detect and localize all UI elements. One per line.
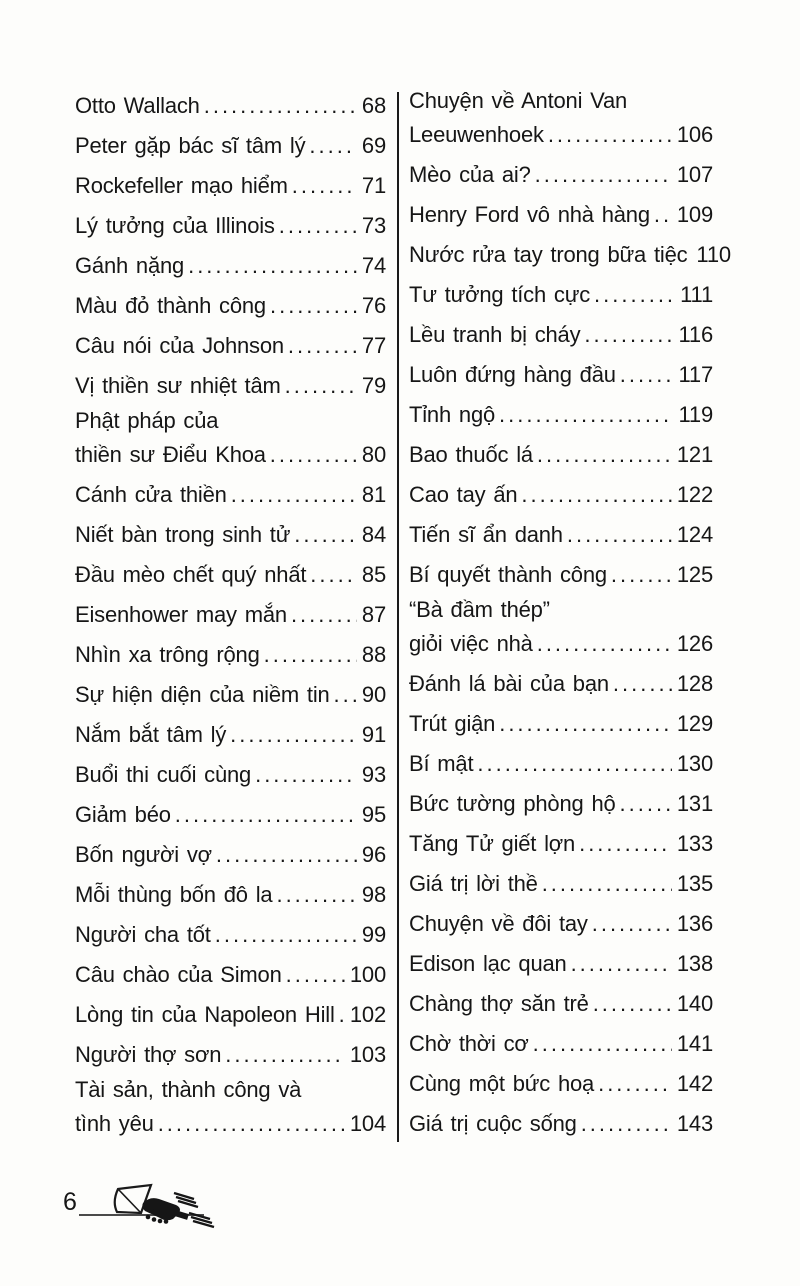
toc-entry-page-number: 129 [676,711,713,736]
toc-entry-page-number: 100 [349,962,386,987]
toc-entry-title: Đánh lá bài của bạn [409,671,609,696]
toc-entry-title-line: Chuyện về Antoni Van [409,88,628,113]
dot-leader [499,395,674,435]
toc-entry [75,1075,386,1144]
toc-entry [75,675,386,715]
dot-leader [276,875,356,915]
toc-entry-title: Nước rửa tay trong bữa tiệc [409,242,688,267]
toc-entry [409,704,713,744]
dot-leader [620,355,674,395]
toc-entry-title: Sự hiện diện của niềm tin [75,682,330,707]
hand-writing-pen-icon [88,1182,228,1230]
toc-entry-page-number: 81 [361,482,386,507]
toc-entry-title: Mèo của ai? [409,162,531,187]
toc-entry-extra-lines [409,86,713,115]
toc-entry-title: Câu chào của Simon [75,962,282,987]
page-number: 6 [63,1188,77,1216]
toc-entry-title: Peter gặp bác sĩ tâm lý [75,133,306,158]
dot-leader [231,475,357,515]
dot-leader [188,246,357,286]
toc-entry-extra-lines [409,595,713,624]
toc-entry-title: giỏi việc nhà [409,631,533,656]
toc-entry-page-number: 93 [361,762,386,787]
toc-entry-page-number: 119 [678,402,713,427]
toc-entry-title-line: Phật pháp của [75,408,219,433]
toc-entry-title: Cùng một bức hoạ [409,1071,595,1096]
toc-entry-title: Luôn đứng hàng đầu [409,362,616,387]
toc-entry [409,595,713,664]
dot-leader [158,1104,345,1144]
dot-leader [477,744,672,784]
toc-entry-title: Bức tường phòng hộ [409,791,616,816]
toc-entry-page-number: 138 [676,951,713,976]
toc-entry-title: Tỉnh ngộ [409,402,496,427]
toc-entry-page-number: 122 [676,482,713,507]
dot-leader [204,86,357,126]
dot-leader [567,515,672,555]
toc-entry [75,595,386,635]
dot-leader [533,1024,672,1064]
toc-entry [409,664,713,704]
toc-entry [409,1064,713,1104]
toc-entry [75,835,386,875]
toc-entry [409,475,713,515]
dot-leader [579,824,672,864]
toc-entry [75,246,386,286]
toc-entry [409,1024,713,1064]
toc-entry-page-number: 110 [696,242,731,267]
toc-entry [409,515,713,555]
dot-leader [270,435,357,475]
table-of-contents [75,86,731,1144]
toc-entry [409,235,731,275]
toc-entry [75,406,386,475]
toc-entry-extra-lines [75,1075,386,1104]
toc-entry-title: Rockefeller mạo hiểm [75,173,288,198]
toc-entry [75,206,386,246]
toc-entry [75,515,386,555]
toc-entry [75,795,386,835]
toc-entry-title: Cao tay ấn [409,482,518,507]
dot-leader [216,835,357,875]
toc-entry-page-number: 80 [361,442,386,467]
dot-leader [535,155,672,195]
dot-leader [537,624,672,664]
toc-entry-title: Giảm béo [75,802,171,827]
toc-entry [75,875,386,915]
toc-entry-page-number: 96 [361,842,386,867]
dot-leader [542,864,672,904]
toc-entry-page-number: 95 [361,802,386,827]
dot-leader [581,1104,672,1144]
toc-entry [409,435,713,475]
toc-entry-page-number: 102 [349,1002,386,1027]
dot-leader [592,904,672,944]
toc-entry-title: Leeuwenhoek [409,122,544,147]
dot-leader [291,595,357,635]
toc-entry-title: Đầu mèo chết quý nhất [75,562,307,587]
dot-leader [294,515,357,555]
dot-leader [309,126,357,166]
toc-entry-page-number: 109 [676,202,713,227]
toc-entry-page-number: 90 [361,682,386,707]
toc-entry-page-number: 140 [676,991,713,1016]
toc-entry-title-line: “Bà đầm thép” [409,597,550,622]
toc-entry-page-number: 126 [676,631,713,656]
toc-entry [75,1035,386,1075]
toc-entry-title: Chuyện về đôi tay [409,911,588,936]
toc-entry-title: Câu nói của Johnson [75,333,284,358]
toc-entry-page-number: 143 [676,1111,713,1136]
toc-entry [409,155,713,195]
toc-entry-page-number: 85 [361,562,386,587]
toc-entry-page-number: 91 [361,722,386,747]
toc-entry-page-number: 71 [361,173,386,198]
toc-entry [409,784,713,824]
toc-entry-title: Người cha tốt [75,922,211,947]
column-divider [397,92,399,1142]
dot-leader [613,664,672,704]
toc-entry [409,864,713,904]
toc-entry-title: Otto Wallach [75,93,200,118]
dot-leader [215,915,357,955]
toc-entry [75,166,386,206]
toc-entry-page-number: 141 [676,1031,713,1056]
dot-leader [594,275,675,315]
toc-entry [409,944,713,984]
toc-entry [409,275,713,315]
toc-entry-page-number: 130 [676,751,713,776]
toc-entry-page-number: 88 [361,642,386,667]
toc-entry-page-number: 121 [676,442,713,467]
toc-entry [75,755,386,795]
toc-entry-page-number: 79 [361,373,386,398]
toc-entry [409,195,713,235]
toc-entry-page-number: 74 [361,253,386,278]
page-footer [60,1182,240,1232]
toc-entry [75,955,386,995]
dot-leader [255,755,357,795]
toc-entry-page-number: 111 [680,282,713,307]
toc-entry-title: Vị thiền sư nhiệt tâm [75,373,281,398]
toc-entry-title: Tăng Tử giết lợn [409,831,576,856]
toc-entry [409,86,713,155]
toc-entry-page-number: 117 [678,362,713,387]
toc-entry [75,715,386,755]
toc-entry [409,395,713,435]
toc-entry [409,1104,713,1144]
toc-entry-page-number: 104 [349,1111,386,1136]
toc-entry [75,995,386,1035]
dot-leader [654,195,672,235]
toc-entry-page-number: 87 [361,602,386,627]
toc-entry-page-number: 103 [349,1042,386,1067]
toc-entry-page-number: 135 [676,871,713,896]
toc-entry [75,86,386,126]
toc-entry [409,984,713,1024]
toc-left-column [75,86,386,1144]
dot-leader [288,326,357,366]
toc-entry [409,904,713,944]
toc-entry-title: Màu đỏ thành công [75,293,266,318]
toc-entry [75,366,386,406]
toc-entry [409,744,713,784]
dot-leader [521,475,671,515]
dot-leader [285,366,357,406]
toc-entry-title: Buổi thi cuối cùng [75,762,252,787]
toc-entry-title: Henry Ford vô nhà hàng [409,202,650,227]
toc-entry-page-number: 69 [361,133,386,158]
toc-entry-extra-lines [75,406,386,435]
toc-entry-page-number: 116 [678,322,713,347]
toc-entry [75,326,386,366]
toc-entry [75,635,386,675]
toc-entry-title: thiền sư Điểu Khoa [75,442,266,467]
dot-leader [620,784,672,824]
dot-leader [279,206,357,246]
toc-entry-title: Bao thuốc lá [409,442,533,467]
dot-leader [264,635,357,675]
toc-entry [75,555,386,595]
toc-entry [409,555,713,595]
toc-entry-title: Bốn người vợ [75,842,212,867]
toc-entry [75,126,386,166]
toc-entry-title: Eisenhower may mắn [75,602,287,627]
dot-leader [225,1035,345,1075]
toc-entry-title: Nhìn xa trông rộng [75,642,260,667]
toc-entry-page-number: 125 [676,562,713,587]
toc-entry-title: Lý tưởng của Illinois [75,213,275,238]
toc-entry-page-number: 76 [361,293,386,318]
dot-leader [230,715,357,755]
toc-entry-title: Bí quyết thành công [409,562,607,587]
toc-entry [409,315,713,355]
toc-entry-page-number: 142 [676,1071,713,1096]
toc-entry-page-number: 133 [676,831,713,856]
toc-entry-page-number: 73 [361,213,386,238]
toc-entry-page-number: 84 [361,522,386,547]
toc-entry-title: Lòng tin của Napoleon Hill [75,1002,335,1027]
toc-entry-title: Chờ thời cơ [409,1031,529,1056]
toc-right-column [409,86,731,1144]
toc-entry-page-number: 68 [361,93,386,118]
toc-entry-title: Cánh cửa thiền [75,482,227,507]
toc-entry-title-line: Tài sản, thành công và [75,1077,302,1102]
toc-entry [75,915,386,955]
toc-entry-page-number: 136 [676,911,713,936]
toc-entry-title: Tư tưởng tích cực [409,282,591,307]
toc-entry-title: Nắm bắt tâm lý [75,722,227,747]
toc-entry-title: Bí mật [409,751,474,776]
dot-leader [292,166,357,206]
toc-entry [75,475,386,515]
dot-leader [598,1064,672,1104]
dot-leader [571,944,672,984]
toc-entry [409,355,713,395]
dot-leader [334,675,357,715]
toc-entry-title: Giá trị lời thề [409,871,538,896]
dot-leader [310,555,357,595]
toc-entry-title: Edison lạc quan [409,951,567,976]
toc-entry-title: Chàng thợ săn trẻ [409,991,589,1016]
toc-entry [409,824,713,864]
toc-entry-title: tình yêu [75,1111,154,1136]
toc-entry-title: Lều tranh bị cháy [409,322,581,347]
toc-entry-page-number: 124 [676,522,713,547]
dot-leader [286,955,345,995]
toc-entry-page-number: 98 [361,882,386,907]
dot-leader [537,435,672,475]
toc-entry-page-number: 107 [676,162,713,187]
toc-entry-page-number: 106 [676,122,713,147]
toc-entry-title: Gánh nặng [75,253,185,278]
dot-leader [175,795,357,835]
toc-entry-page-number: 131 [676,791,713,816]
toc-entry-title: Mỗi thùng bốn đô la [75,882,273,907]
dot-leader [270,286,357,326]
dot-leader [584,315,673,355]
dot-leader [339,995,345,1035]
toc-entry-page-number: 77 [361,333,386,358]
toc-entry-page-number: 99 [361,922,386,947]
toc-entry-title: Trút giận [409,711,496,736]
dot-leader [611,555,672,595]
dot-leader [548,115,672,155]
toc-entry-title: Người thợ sơn [75,1042,222,1067]
toc-entry [75,286,386,326]
toc-entry-page-number: 128 [676,671,713,696]
toc-entry-title: Giá trị cuộc sống [409,1111,577,1136]
toc-entry-title: Tiến sĩ ẩn danh [409,522,563,547]
dot-leader [593,984,672,1024]
toc-entry-title: Niết bàn trong sinh tử [75,522,291,547]
dot-leader [499,704,672,744]
